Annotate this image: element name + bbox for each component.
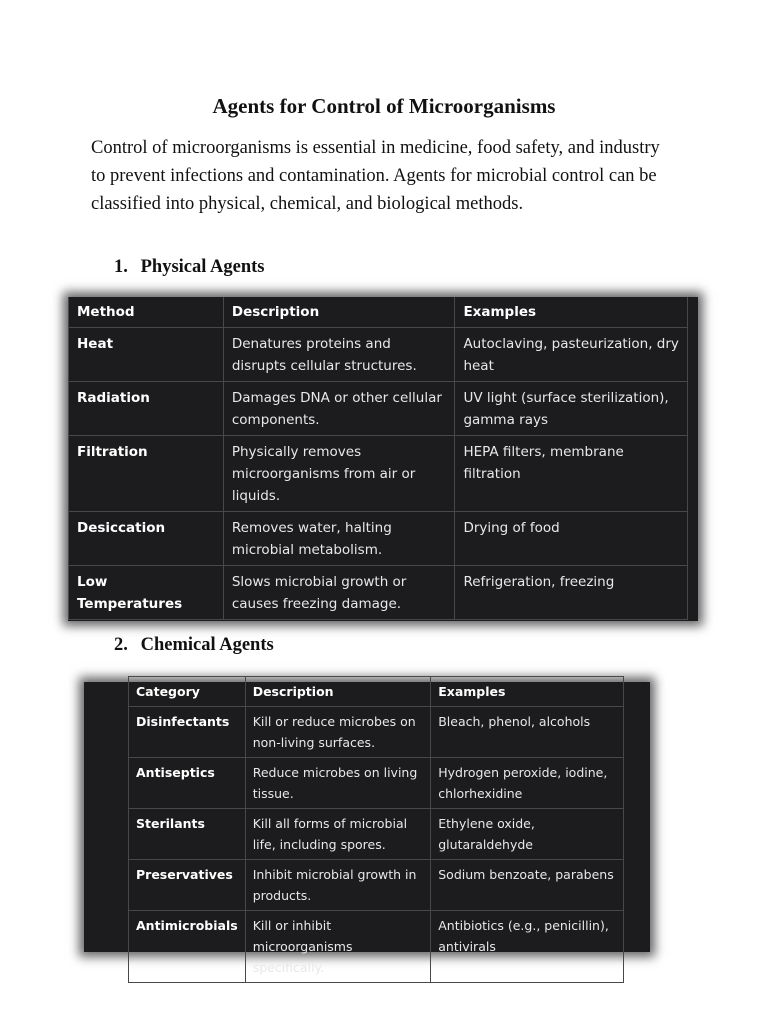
examples-cell: Drying of food: [455, 512, 688, 566]
column-header: Examples: [431, 677, 624, 707]
description-cell: Denatures proteins and disrupts cellular structures.: [223, 328, 455, 382]
examples-cell: UV light (surface sterilization), gamma rays: [455, 382, 688, 436]
description-cell: Removes water, halting microbial metabolism.: [223, 512, 455, 566]
description-cell: Kill or inhibit microorganisms specifically.: [245, 911, 431, 983]
examples-cell: Hydrogen peroxide, iodine, chlorhexidine: [431, 758, 624, 809]
section-title: Physical Agents: [140, 257, 265, 277]
examples-cell: Autoclaving, pasteurization, dry heat: [455, 328, 688, 382]
table-header-row: [129, 677, 624, 707]
description-cell: Kill or reduce microbes on non-living surfaces.: [245, 707, 431, 758]
column-header: Category: [129, 677, 246, 707]
section-title: Chemical Agents: [140, 635, 274, 655]
category-cell: Antiseptics: [129, 758, 246, 809]
table-row: [69, 436, 688, 512]
description-cell: Reduce microbes on living tissue.: [245, 758, 431, 809]
examples-cell: Refrigeration, freezing: [455, 566, 688, 620]
column-header: Examples: [455, 297, 688, 328]
table-row: [129, 911, 624, 983]
section-number: 2.: [114, 635, 128, 655]
chemical-agents-table: [128, 676, 624, 983]
method-cell: Desiccation: [69, 512, 224, 566]
table-row: [69, 328, 688, 382]
table-row: [129, 860, 624, 911]
table-row: [69, 382, 688, 436]
description-cell: Physically removes microorganisms from air or liquids.: [223, 436, 455, 512]
examples-cell: HEPA filters, membrane filtration: [455, 436, 688, 512]
category-cell: Sterilants: [129, 809, 246, 860]
category-cell: Antimicrobials: [129, 911, 246, 983]
method-cell: Filtration: [69, 436, 224, 512]
page-title: Agents for Control of Microorganisms: [212, 94, 556, 118]
table-header-row: [69, 297, 688, 328]
method-cell: Low Temperatures: [69, 566, 224, 620]
section-heading-chemical: [114, 635, 274, 656]
description-cell: Inhibit microbial growth in products.: [245, 860, 431, 911]
table-row: [129, 809, 624, 860]
description-cell: Kill all forms of microbial life, including spores.: [245, 809, 431, 860]
category-cell: Preservatives: [129, 860, 246, 911]
column-header: Method: [69, 297, 224, 328]
description-cell: Slows microbial growth or causes freezing damage.: [223, 566, 455, 620]
intro-paragraph: Control of microorganisms is essential in medicine, food safety, and industry to prevent infections and contamination. Agents for microbial control can be classified into physical, chemical, and biological methods.: [91, 138, 660, 214]
column-header: Description: [245, 677, 431, 707]
table-row: [129, 707, 624, 758]
description-cell: Damages DNA or other cellular components.: [223, 382, 455, 436]
physical-agents-table-image: [68, 297, 698, 621]
method-cell: Heat: [69, 328, 224, 382]
physical-agents-table: [68, 297, 688, 620]
section-number: 1.: [114, 257, 128, 277]
table-row: [129, 758, 624, 809]
category-cell: Disinfectants: [129, 707, 246, 758]
column-header: Description: [223, 297, 455, 328]
examples-cell: Ethylene oxide, glutaraldehyde: [431, 809, 624, 860]
table-row: [69, 512, 688, 566]
table-row: [69, 566, 688, 620]
examples-cell: Sodium benzoate, parabens: [431, 860, 624, 911]
section-heading-physical: [114, 257, 264, 278]
examples-cell: Bleach, phenol, alcohols: [431, 707, 624, 758]
examples-cell: Antibiotics (e.g., penicillin), antivirals: [431, 911, 624, 983]
chemical-agents-table-image: [84, 682, 650, 975]
method-cell: Radiation: [69, 382, 224, 436]
